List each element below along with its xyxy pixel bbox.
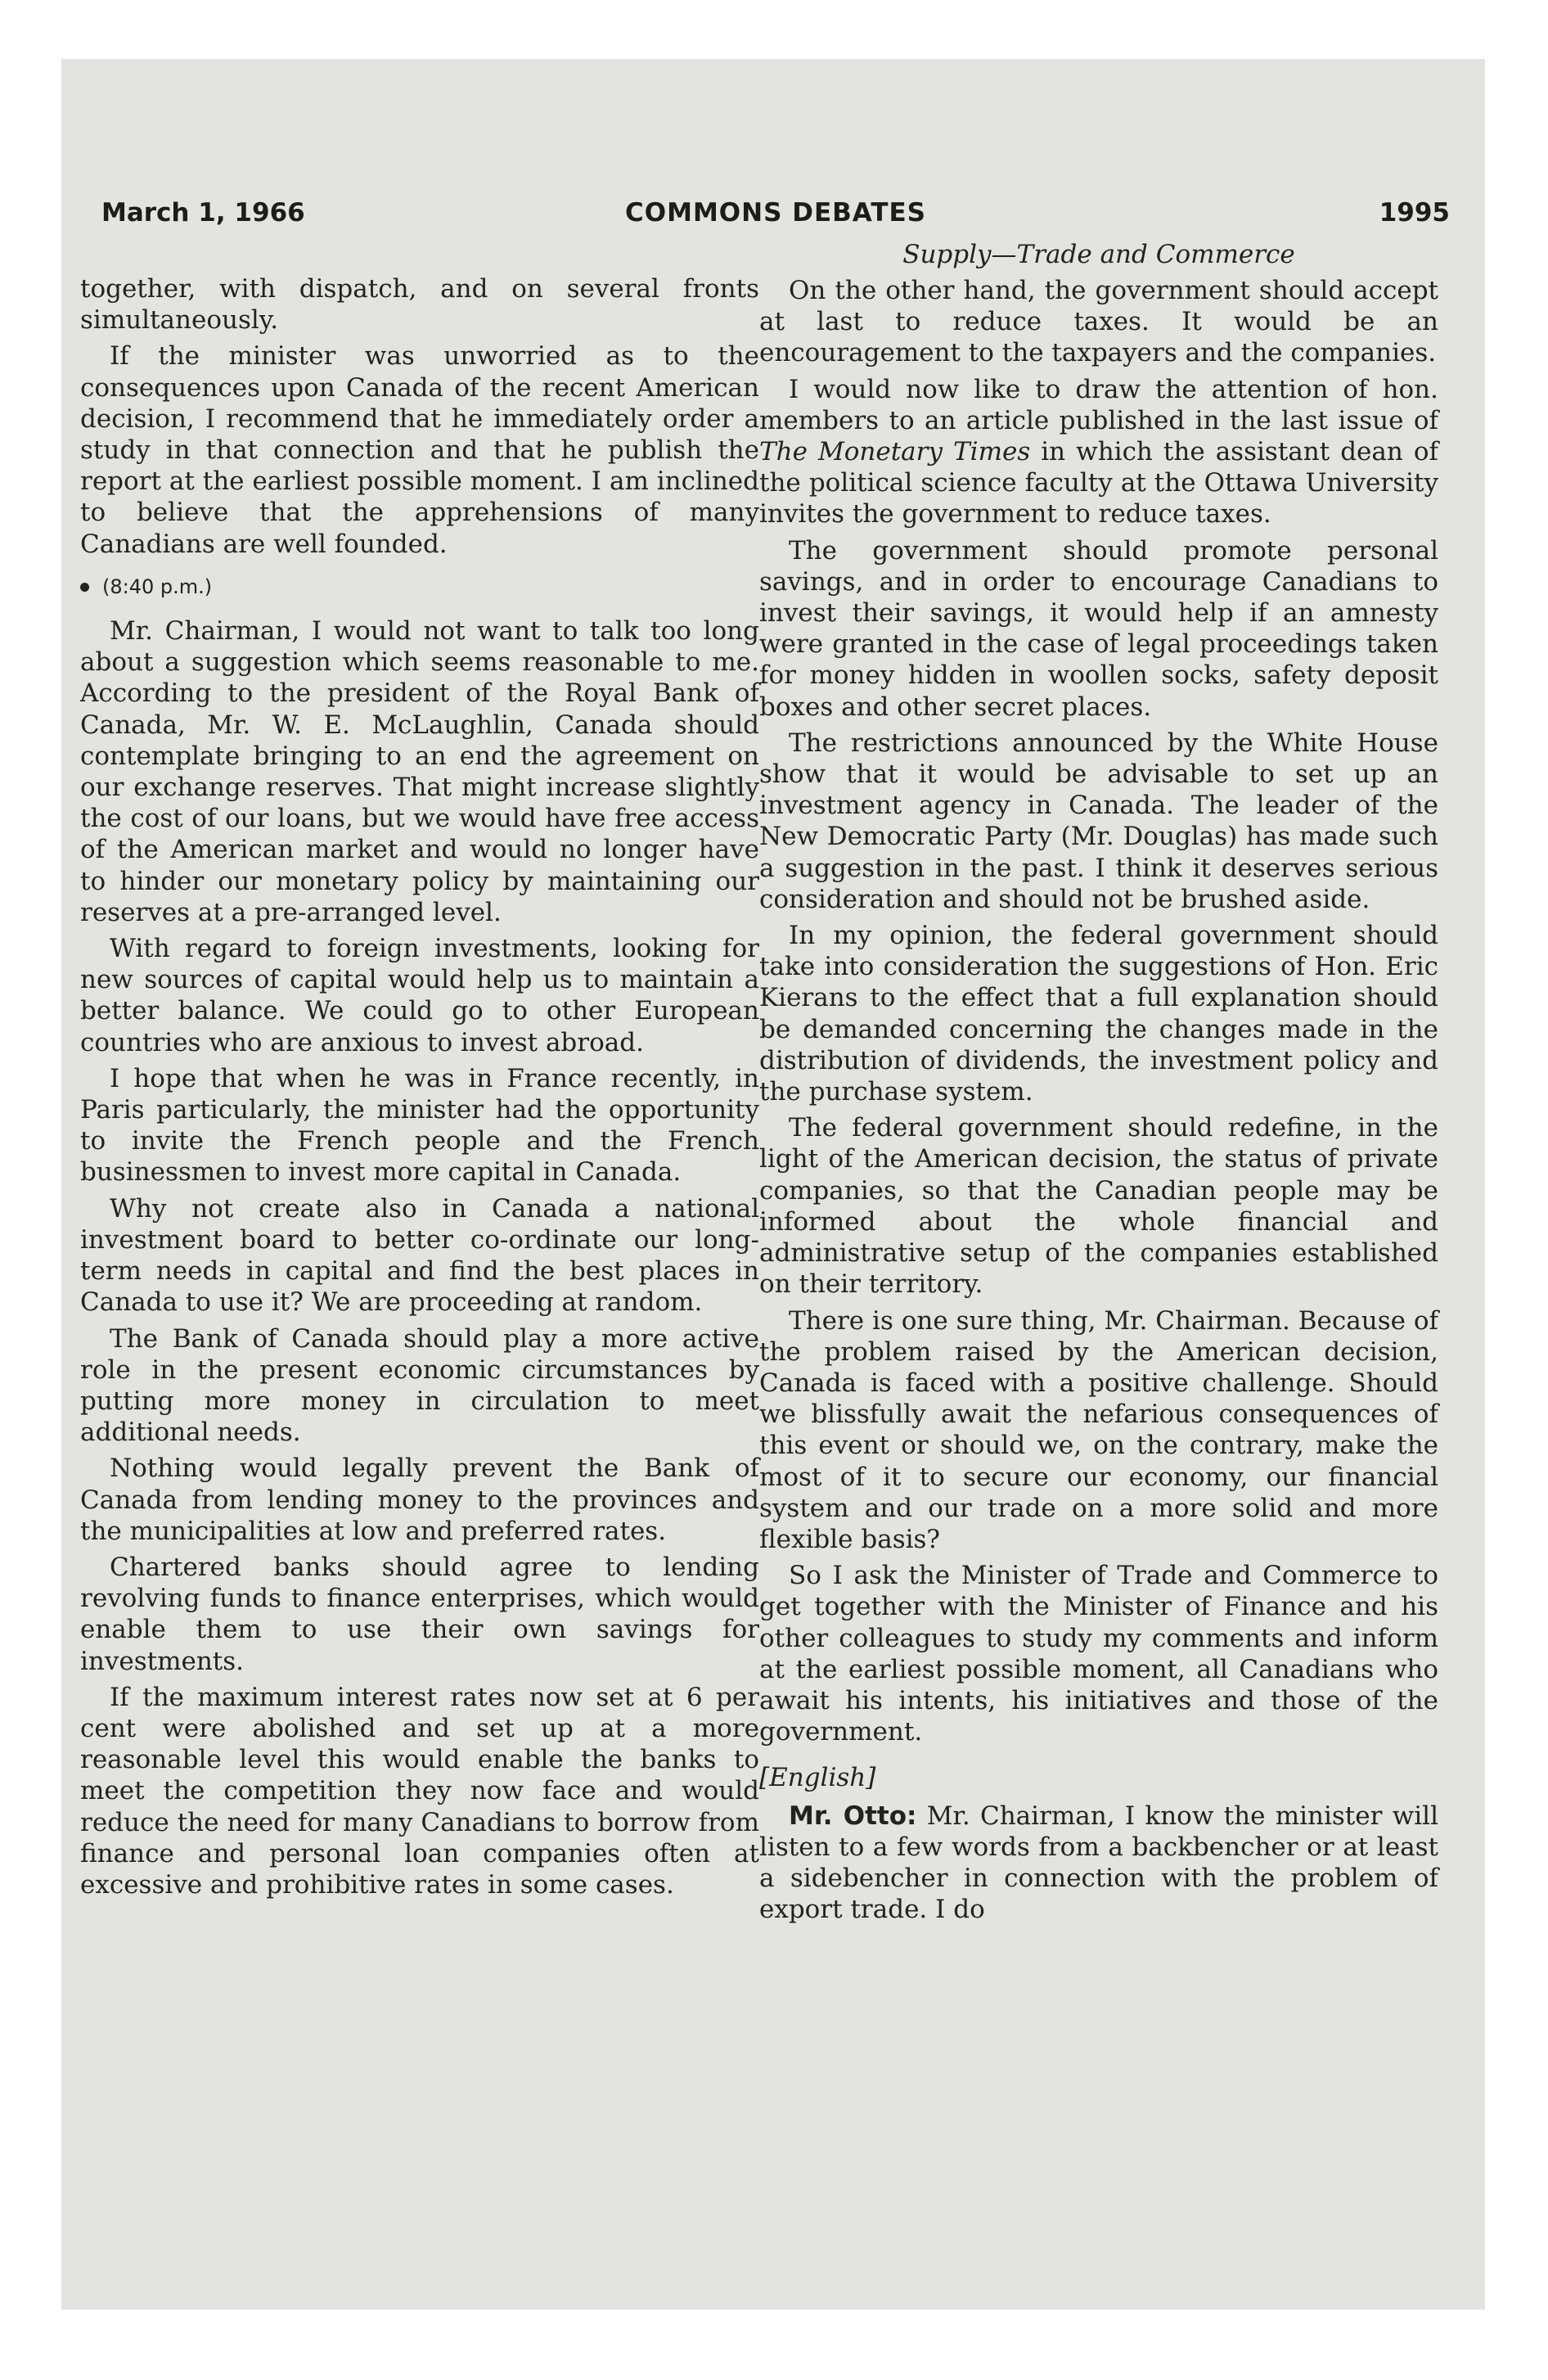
paragraph: I hope that when he was in France recently, in Paris particularly, the minister had the opportunity to invite the French people and the French businessmen to invest more capital in Canada. <box>80 1063 759 1188</box>
header-page-number: 1995 <box>1379 198 1450 228</box>
paragraph: If the minister was unworried as to the consequences upon Canada of the recent American decision, I recommend that he immediately order a study in that connection and that he publish the report at the earliest possible moment. I am inclined to believe that the apprehensions of many Canadians are well founded. <box>80 341 759 559</box>
header-date: March 1, 1966 <box>101 198 305 228</box>
right-column <box>759 239 1438 1930</box>
paragraph-text: in which the assistant dean of the political science faculty at the Ottawa University invites the government to reduce taxes. <box>759 437 1438 530</box>
paragraph: Why not create also in Canada a national investment board to better co-ordinate our long-term needs in capital and find the best places in Canada to use it? We are proceeding at random. <box>80 1193 759 1318</box>
paragraph: So I ask the Minister of Trade and Commerce to get together with the Minister of Finance and his other colleagues to study my comments and inform at the earliest possible moment, all Canadians who await his intents, his initiatives and those of the government. <box>759 1561 1438 1747</box>
page-header <box>101 198 1450 239</box>
paragraph: The government should promote personal savings, and in order to encourage Canadians to invest their savings, it would help if an amnesty were granted in the case of legal proceedings taken for money hidden in woollen socks, safety deposit boxes and other secret places. <box>759 535 1438 722</box>
paragraph: Chartered banks should agree to lending revolving funds to finance enterprises, which would enable them to use their own savings for investments. <box>80 1552 759 1676</box>
paragraph: The Bank of Canada should play a more active role in the present economic circumstances by putting more money in circulation to meet additional needs. <box>80 1323 759 1448</box>
bullet-icon <box>80 583 89 592</box>
paragraph: Nothing would legally prevent the Bank of Canada from lending money to the provinces and the municipalities at low and preferred rates. <box>80 1454 759 1546</box>
paragraph: With regard to foreign investments, looking for new sources of capital would help us to maintain a better balance. We could go to other European countries who are anxious to invest abroad. <box>80 934 759 1057</box>
publication-title: The Monetary Times <box>759 437 1031 467</box>
section-subhead: Supply—Trade and Commerce <box>902 240 1295 269</box>
left-column <box>80 273 759 1905</box>
time-marker <box>80 571 759 602</box>
paragraph-text: I would now like to draw the attention of hon. members to an article published in the last issue of <box>759 374 1438 435</box>
paragraph: In my opinion, the federal government should take into consideration the suggestions of Hon. Eric Kierans to the effect that a full explanation should be demanded concerning the changes made in the distribution of dividends, the investment policy and the purchase system. <box>759 921 1438 1107</box>
paragraph: If the maximum interest rates now set at 6 per cent were abolished and set up at a more reasonable level this would enable the banks to meet the competition they now face and would reduce the need for many Canadians to borrow from finance and personal loan companies often at excessive and prohibitive rates in some cases. <box>80 1682 759 1900</box>
paragraph-text: Mr. Chairman, I know the minister will listen to a few words from a backbencher or at least a sidebencher in connection with the problem of export trade. I do <box>759 1801 1438 1925</box>
paragraph: Mr. Chairman, I would not want to talk too long about a suggestion which seems reasonable to me. According to the president of the Royal Bank of Canada, Mr. W. E. McLaughlin, Canada should contemplate bringing to an end the agreement on our exchange reserves. That might increase slightly the cost of our loans, but we would have free access of the American market and would no longer have to hinder our monetary policy by maintaining our reserves at a pre-arranged level. <box>80 616 759 927</box>
language-tag: [English] <box>759 1763 876 1793</box>
paragraph: The federal government should redefine, in the light of the American decision, the status of private companies, so that the Canadian people may be informed about the whole financial and administrative setup of the companies established on their territory. <box>759 1113 1438 1300</box>
paragraph: together, with dispatch, and on several fronts simultaneously. <box>80 274 759 336</box>
time-marker-text: (8:40 p.m.) <box>102 575 213 598</box>
paragraph: The restrictions announced by the White House show that it would be advisable to set up an investment agency in Canada. The leader of the New Democratic Party (Mr. Douglas) has made such a suggestion in the past. I think it deserves serious consideration and should not be brushed aside. <box>759 728 1438 914</box>
paragraph <box>759 1801 1438 1926</box>
paragraph <box>759 374 1438 530</box>
header-title: COMMONS DEBATES <box>625 198 926 228</box>
speaker-name: Mr. Otto: <box>789 1801 917 1831</box>
paragraph: On the other hand, the government should accept at last to reduce taxes. It would be an encouragement to the taxpayers and the companies. <box>759 276 1438 368</box>
page <box>61 59 1485 2310</box>
paragraph: There is one sure thing, Mr. Chairman. Because of the problem raised by the American decision, Canada is faced with a positive challenge. Should we blissfully await the nefarious consequences of this event or should we, on the contrary, make the most of it to secure our economy, our financial system and our trade on a more solid and more flexible basis? <box>759 1305 1438 1554</box>
